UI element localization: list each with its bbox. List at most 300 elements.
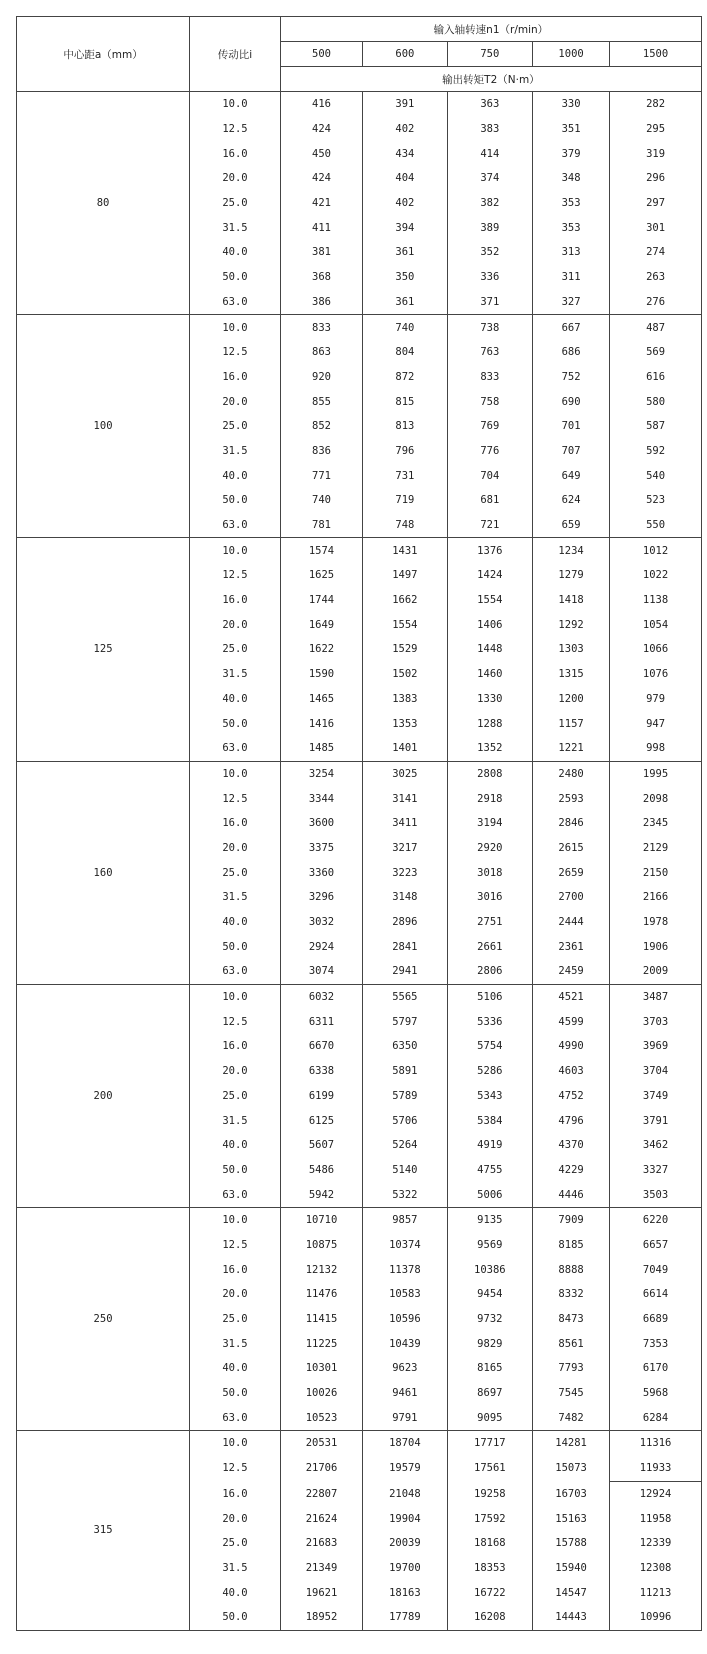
torque-cell: 424 [280, 117, 362, 142]
torque-cell: 327 [533, 290, 610, 315]
torque-cell: 2444 [533, 910, 610, 935]
table-row [17, 315, 702, 340]
torque-cell: 1157 [533, 711, 610, 736]
torque-cell: 3411 [363, 811, 447, 836]
torque-cell: 9461 [363, 1381, 447, 1406]
torque-cell: 2098 [610, 786, 702, 811]
torque-cell: 5565 [363, 984, 447, 1009]
ratio-cell: 10.0 [190, 1431, 281, 1456]
torque-cell: 763 [447, 340, 532, 365]
torque-cell: 1022 [610, 563, 702, 588]
torque-cell: 12308 [610, 1556, 702, 1581]
torque-cell: 1465 [280, 687, 362, 712]
ratio-cell: 16.0 [190, 1034, 281, 1059]
ratio-cell: 10.0 [190, 984, 281, 1009]
torque-cell: 852 [280, 414, 362, 439]
torque-cell: 21624 [280, 1506, 362, 1531]
torque-cell: 3327 [610, 1158, 702, 1183]
torque-cell: 815 [363, 389, 447, 414]
header-input-speed: 输入轴转速n1（r/min） [280, 17, 701, 42]
torque-cell: 374 [447, 166, 532, 191]
torque-cell: 7793 [533, 1356, 610, 1381]
center-distance-cell: 160 [17, 761, 190, 984]
ratio-cell: 16.0 [190, 1481, 281, 1506]
torque-cell: 836 [280, 439, 362, 464]
torque-cell: 361 [363, 240, 447, 265]
header-ratio: 传动比i [190, 17, 281, 92]
torque-cell: 411 [280, 215, 362, 240]
torque-cell: 1292 [533, 612, 610, 637]
torque-cell: 540 [610, 463, 702, 488]
torque-cell: 6125 [280, 1108, 362, 1133]
torque-cell: 6032 [280, 984, 362, 1009]
torque-cell: 4755 [447, 1158, 532, 1183]
torque-cell: 450 [280, 141, 362, 166]
ratio-cell: 12.5 [190, 1233, 281, 1258]
torque-cell: 6689 [610, 1307, 702, 1332]
ratio-cell: 63.0 [190, 736, 281, 761]
torque-cell: 1431 [363, 538, 447, 563]
torque-cell: 18952 [280, 1605, 362, 1630]
torque-cell: 4752 [533, 1084, 610, 1109]
torque-cell: 12132 [280, 1257, 362, 1282]
ratio-cell: 31.5 [190, 662, 281, 687]
torque-cell: 14443 [533, 1605, 610, 1630]
torque-cell: 3344 [280, 786, 362, 811]
torque-cell: 2841 [363, 934, 447, 959]
ratio-cell: 31.5 [190, 1556, 281, 1581]
torque-cell: 383 [447, 117, 532, 142]
torque-cell: 3704 [610, 1059, 702, 1084]
torque-cell: 5384 [447, 1108, 532, 1133]
header-speed-1000: 1000 [533, 42, 610, 67]
torque-cell: 11378 [363, 1257, 447, 1282]
torque-cell: 998 [610, 736, 702, 761]
torque-cell: 19904 [363, 1506, 447, 1531]
ratio-cell: 50.0 [190, 711, 281, 736]
torque-cell: 381 [280, 240, 362, 265]
torque-cell: 5942 [280, 1182, 362, 1207]
ratio-cell: 20.0 [190, 1059, 281, 1084]
torque-cell: 5336 [447, 1009, 532, 1034]
torque-cell: 3487 [610, 984, 702, 1009]
ratio-cell: 16.0 [190, 588, 281, 613]
torque-cell: 2941 [363, 959, 447, 984]
torque-cell: 1662 [363, 588, 447, 613]
torque-cell: 721 [447, 513, 532, 538]
torque-cell: 402 [363, 117, 447, 142]
ratio-cell: 63.0 [190, 959, 281, 984]
torque-cell: 11476 [280, 1282, 362, 1307]
torque-cell: 1424 [447, 563, 532, 588]
torque-cell: 2846 [533, 811, 610, 836]
torque-cell: 616 [610, 365, 702, 390]
ratio-cell: 20.0 [190, 389, 281, 414]
torque-cell: 2150 [610, 860, 702, 885]
torque-cell: 659 [533, 513, 610, 538]
torque-cell: 7482 [533, 1405, 610, 1430]
torque-cell: 379 [533, 141, 610, 166]
torque-cell: 781 [280, 513, 362, 538]
ratio-cell: 31.5 [190, 215, 281, 240]
ratio-cell: 25.0 [190, 1084, 281, 1109]
torque-cell: 681 [447, 488, 532, 513]
torque-cell: 4603 [533, 1059, 610, 1084]
torque-cell: 16722 [447, 1580, 532, 1605]
torque-cell: 1649 [280, 612, 362, 637]
torque-cell: 389 [447, 215, 532, 240]
torque-cell: 550 [610, 513, 702, 538]
torque-cell: 10301 [280, 1356, 362, 1381]
torque-cell: 4521 [533, 984, 610, 1009]
center-distance-cell: 200 [17, 984, 190, 1207]
torque-cell: 3018 [447, 860, 532, 885]
torque-cell: 311 [533, 265, 610, 290]
torque-cell: 1995 [610, 761, 702, 786]
torque-cell: 1406 [447, 612, 532, 637]
torque-cell: 10710 [280, 1207, 362, 1232]
torque-cell: 274 [610, 240, 702, 265]
ratio-cell: 31.5 [190, 439, 281, 464]
torque-cell: 11933 [610, 1456, 702, 1481]
torque-cell: 6670 [280, 1034, 362, 1059]
torque-cell: 5006 [447, 1182, 532, 1207]
torque-cell: 313 [533, 240, 610, 265]
torque-cell: 6311 [280, 1009, 362, 1034]
torque-cell: 382 [447, 191, 532, 216]
torque-cell: 771 [280, 463, 362, 488]
torque-cell: 1315 [533, 662, 610, 687]
torque-cell: 2661 [447, 934, 532, 959]
torque-cell: 296 [610, 166, 702, 191]
header-output-torque: 输出转矩T2（N·m） [280, 67, 701, 92]
torque-cell: 3254 [280, 761, 362, 786]
torque-cell: 297 [610, 191, 702, 216]
torque-cell: 769 [447, 414, 532, 439]
header-center-distance: 中心距a（mm） [17, 17, 190, 92]
center-distance-cell: 80 [17, 92, 190, 315]
torque-cell: 1012 [610, 538, 702, 563]
ratio-cell: 20.0 [190, 1506, 281, 1531]
torque-cell: 2751 [447, 910, 532, 935]
ratio-cell: 25.0 [190, 191, 281, 216]
torque-cell: 8697 [447, 1381, 532, 1406]
torque-cell: 15163 [533, 1506, 610, 1531]
ratio-cell: 63.0 [190, 1182, 281, 1207]
ratio-cell: 12.5 [190, 1009, 281, 1034]
ratio-cell: 63.0 [190, 1405, 281, 1430]
ratio-cell: 50.0 [190, 488, 281, 513]
torque-cell: 16703 [533, 1481, 610, 1506]
torque-cell: 707 [533, 439, 610, 464]
torque-cell: 855 [280, 389, 362, 414]
table-row [17, 984, 702, 1009]
torque-cell: 8185 [533, 1233, 610, 1258]
torque-cell: 394 [363, 215, 447, 240]
ratio-cell: 16.0 [190, 1257, 281, 1282]
torque-cell: 5789 [363, 1084, 447, 1109]
ratio-cell: 12.5 [190, 340, 281, 365]
torque-cell: 701 [533, 414, 610, 439]
torque-cell: 10374 [363, 1233, 447, 1258]
torque-cell: 352 [447, 240, 532, 265]
ratio-cell: 63.0 [190, 513, 281, 538]
torque-cell: 4370 [533, 1133, 610, 1158]
torque-cell: 3141 [363, 786, 447, 811]
torque-cell: 10026 [280, 1381, 362, 1406]
torque-cell: 6170 [610, 1356, 702, 1381]
torque-cell: 276 [610, 290, 702, 315]
header-speed-1500: 1500 [610, 42, 702, 67]
torque-cell: 353 [533, 215, 610, 240]
torque-cell: 3074 [280, 959, 362, 984]
torque-cell: 1590 [280, 662, 362, 687]
torque-cell: 804 [363, 340, 447, 365]
torque-cell: 14547 [533, 1580, 610, 1605]
torque-cell: 12924 [610, 1481, 702, 1506]
torque-cell: 4990 [533, 1034, 610, 1059]
torque-cell: 3360 [280, 860, 362, 885]
ratio-cell: 40.0 [190, 910, 281, 935]
torque-cell: 368 [280, 265, 362, 290]
torque-cell: 5264 [363, 1133, 447, 1158]
torque-cell: 5891 [363, 1059, 447, 1084]
ratio-cell: 40.0 [190, 463, 281, 488]
ratio-cell: 20.0 [190, 166, 281, 191]
torque-cell: 523 [610, 488, 702, 513]
torque-cell: 330 [533, 92, 610, 117]
torque-cell: 18704 [363, 1431, 447, 1456]
torque-cell: 9135 [447, 1207, 532, 1232]
torque-cell: 1554 [363, 612, 447, 637]
torque-cell: 11958 [610, 1506, 702, 1531]
ratio-cell: 31.5 [190, 1331, 281, 1356]
torque-cell: 6338 [280, 1059, 362, 1084]
torque-cell: 12339 [610, 1531, 702, 1556]
ratio-cell: 20.0 [190, 612, 281, 637]
torque-cell: 19621 [280, 1580, 362, 1605]
torque-cell: 19579 [363, 1456, 447, 1481]
ratio-cell: 16.0 [190, 141, 281, 166]
torque-cell: 5343 [447, 1084, 532, 1109]
torque-cell: 6614 [610, 1282, 702, 1307]
torque-cell: 15073 [533, 1456, 610, 1481]
torque-cell: 1054 [610, 612, 702, 637]
torque-cell: 11213 [610, 1580, 702, 1605]
torque-cell: 10596 [363, 1307, 447, 1332]
torque-cell: 7049 [610, 1257, 702, 1282]
torque-cell: 351 [533, 117, 610, 142]
torque-cell: 5286 [447, 1059, 532, 1084]
torque-cell: 1554 [447, 588, 532, 613]
center-distance-cell: 315 [17, 1431, 190, 1631]
ratio-cell: 20.0 [190, 1282, 281, 1307]
torque-cell: 758 [447, 389, 532, 414]
ratio-cell: 10.0 [190, 92, 281, 117]
torque-cell: 21683 [280, 1531, 362, 1556]
torque-cell: 5706 [363, 1108, 447, 1133]
torque-cell: 10875 [280, 1233, 362, 1258]
torque-cell: 1418 [533, 588, 610, 613]
ratio-cell: 40.0 [190, 687, 281, 712]
torque-cell: 5322 [363, 1182, 447, 1207]
torque-cell: 1330 [447, 687, 532, 712]
header-speed-750: 750 [447, 42, 532, 67]
torque-cell: 9857 [363, 1207, 447, 1232]
torque-cell: 624 [533, 488, 610, 513]
torque-cell: 833 [280, 315, 362, 340]
torque-cell: 649 [533, 463, 610, 488]
torque-cell: 740 [363, 315, 447, 340]
torque-cell: 1448 [447, 637, 532, 662]
torque-cell: 569 [610, 340, 702, 365]
torque-cell: 3969 [610, 1034, 702, 1059]
torque-cell: 1221 [533, 736, 610, 761]
ratio-cell: 50.0 [190, 934, 281, 959]
torque-cell: 2806 [447, 959, 532, 984]
ratio-cell: 25.0 [190, 637, 281, 662]
ratio-cell: 12.5 [190, 117, 281, 142]
torque-cell: 5754 [447, 1034, 532, 1059]
torque-cell: 348 [533, 166, 610, 191]
table-body [17, 92, 702, 1631]
torque-cell: 2896 [363, 910, 447, 935]
ratio-cell: 16.0 [190, 365, 281, 390]
torque-cell: 3703 [610, 1009, 702, 1034]
torque-cell: 5486 [280, 1158, 362, 1183]
ratio-cell: 16.0 [190, 811, 281, 836]
torque-cell: 686 [533, 340, 610, 365]
torque-cell: 2924 [280, 934, 362, 959]
ratio-cell: 20.0 [190, 836, 281, 861]
torque-cell: 3032 [280, 910, 362, 935]
torque-cell: 17561 [447, 1456, 532, 1481]
torque-cell: 2345 [610, 811, 702, 836]
ratio-cell: 40.0 [190, 1133, 281, 1158]
torque-cell: 416 [280, 92, 362, 117]
torque-cell: 9791 [363, 1405, 447, 1430]
torque-cell: 15940 [533, 1556, 610, 1581]
torque-cell: 6220 [610, 1207, 702, 1232]
torque-cell: 833 [447, 365, 532, 390]
torque-cell: 704 [447, 463, 532, 488]
torque-cell: 17717 [447, 1431, 532, 1456]
torque-cell: 3223 [363, 860, 447, 885]
torque-cell: 9732 [447, 1307, 532, 1332]
torque-cell: 402 [363, 191, 447, 216]
torque-cell: 1574 [280, 538, 362, 563]
torque-cell: 1744 [280, 588, 362, 613]
torque-cell: 5106 [447, 984, 532, 1009]
torque-cell: 979 [610, 687, 702, 712]
torque-cell: 4446 [533, 1182, 610, 1207]
torque-cell: 587 [610, 414, 702, 439]
ratio-cell: 50.0 [190, 1605, 281, 1630]
ratio-cell: 40.0 [190, 1356, 281, 1381]
ratio-cell: 25.0 [190, 860, 281, 885]
torque-cell: 731 [363, 463, 447, 488]
ratio-cell: 12.5 [190, 1456, 281, 1481]
torque-cell: 1279 [533, 563, 610, 588]
torque-cell: 319 [610, 141, 702, 166]
torque-cell: 424 [280, 166, 362, 191]
torque-cell: 7545 [533, 1381, 610, 1406]
torque-cell: 1978 [610, 910, 702, 935]
ratio-cell: 50.0 [190, 1158, 281, 1183]
torque-cell: 3194 [447, 811, 532, 836]
torque-cell: 8165 [447, 1356, 532, 1381]
torque-cell: 386 [280, 290, 362, 315]
table-row [17, 1207, 702, 1232]
torque-table [16, 16, 702, 1631]
torque-cell: 740 [280, 488, 362, 513]
torque-cell: 421 [280, 191, 362, 216]
torque-cell: 20531 [280, 1431, 362, 1456]
torque-cell: 667 [533, 315, 610, 340]
torque-cell: 11415 [280, 1307, 362, 1332]
torque-cell: 21349 [280, 1556, 362, 1581]
ratio-cell: 50.0 [190, 265, 281, 290]
torque-cell: 2659 [533, 860, 610, 885]
torque-cell: 748 [363, 513, 447, 538]
torque-cell: 21048 [363, 1481, 447, 1506]
torque-cell: 947 [610, 711, 702, 736]
ratio-cell: 12.5 [190, 563, 281, 588]
torque-cell: 9454 [447, 1282, 532, 1307]
torque-cell: 3503 [610, 1182, 702, 1207]
torque-cell: 353 [533, 191, 610, 216]
torque-cell: 2361 [533, 934, 610, 959]
torque-cell: 2808 [447, 761, 532, 786]
torque-cell: 1076 [610, 662, 702, 687]
torque-cell: 10523 [280, 1405, 362, 1430]
torque-cell: 16208 [447, 1605, 532, 1630]
ratio-cell: 10.0 [190, 538, 281, 563]
center-distance-cell: 250 [17, 1207, 190, 1430]
torque-cell: 3296 [280, 885, 362, 910]
torque-cell: 738 [447, 315, 532, 340]
torque-cell: 6657 [610, 1233, 702, 1258]
torque-cell: 1352 [447, 736, 532, 761]
ratio-cell: 10.0 [190, 1207, 281, 1232]
torque-cell: 1401 [363, 736, 447, 761]
ratio-cell: 31.5 [190, 1108, 281, 1133]
ratio-cell: 10.0 [190, 761, 281, 786]
table-row [17, 538, 702, 563]
torque-cell: 21706 [280, 1456, 362, 1481]
torque-cell: 920 [280, 365, 362, 390]
torque-cell: 4599 [533, 1009, 610, 1034]
torque-cell: 6284 [610, 1405, 702, 1430]
torque-cell: 301 [610, 215, 702, 240]
torque-cell: 20039 [363, 1531, 447, 1556]
torque-cell: 2918 [447, 786, 532, 811]
torque-cell: 752 [533, 365, 610, 390]
torque-cell: 391 [363, 92, 447, 117]
torque-cell: 1622 [280, 637, 362, 662]
torque-cell: 1066 [610, 637, 702, 662]
torque-cell: 350 [363, 265, 447, 290]
torque-cell: 1288 [447, 711, 532, 736]
torque-cell: 1376 [447, 538, 532, 563]
torque-cell: 3217 [363, 836, 447, 861]
header-speed-500: 500 [280, 42, 362, 67]
ratio-cell: 63.0 [190, 290, 281, 315]
torque-cell: 3600 [280, 811, 362, 836]
torque-cell: 1200 [533, 687, 610, 712]
torque-cell: 1497 [363, 563, 447, 588]
torque-cell: 1234 [533, 538, 610, 563]
